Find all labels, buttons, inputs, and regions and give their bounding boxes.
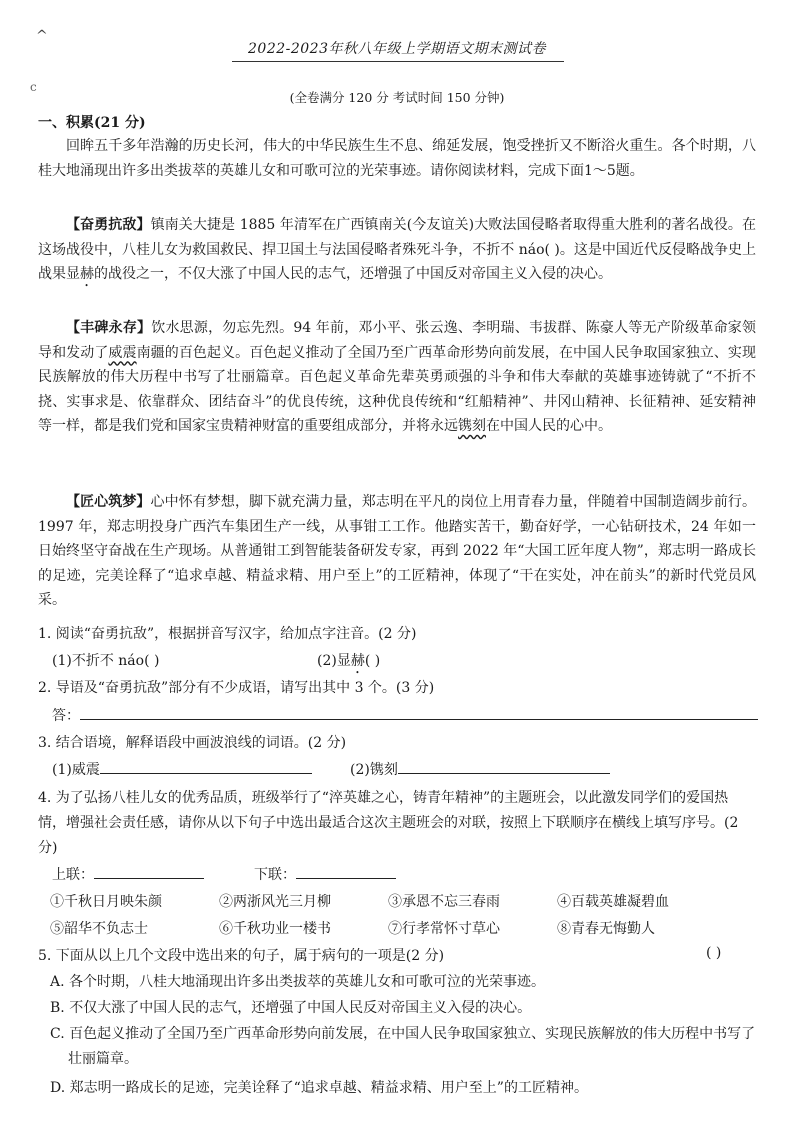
question-3-item-2[interactable] — [350, 759, 610, 779]
section-heading: 一、积累(21 分) — [38, 115, 146, 131]
couplet-option: ⑦行孝常怀寸草心 — [388, 921, 500, 937]
passage-text: 的战役之一，不仅大涨了中国人民的志气，还增强了中国反对帝国主义入侵的决心。 — [94, 266, 612, 282]
choice-a[interactable]: A. 各个时期，八桂大地涌现出许多出类拔萃的英雄儿女和可歌可泣的光荣事迹。 — [50, 974, 546, 990]
passage-text: 南疆的百色起义。百色起义推动了全国乃至广西革命形势向前发展，在中国人民争取国家独立、实现民族解放的伟大历程中书写了壮丽篇章。百色起义革命先辈英勇顽强的斗争和伟大奉献的英雄事迹铸就了“不折不挠、实事求是、依靠群众、团结奋斗”的优良传统，这种优良传统和“红船精神”、井冈山精神、长征精神、延安精神等一样，都是我们党和国家宝贵精神财富的重要组成部分，并将永远 — [38, 344, 757, 434]
answer-blank[interactable] — [398, 759, 610, 774]
passage-text: 镇南关大捷是 1885 年清军在广西镇南关(今友谊关)大败法国侵略者取得重大胜利的著名战役。在这场战役中，八桂儿女为救国救民、捍卫国土与法国侵略者殊死斗争，不折不 náo( )。这是中国近代反侵略战争史上战果显 — [38, 217, 757, 282]
lower-label: 下联： — [254, 867, 296, 883]
dotted-char: 赫 — [80, 266, 94, 282]
answer-bracket[interactable]: ( ) — [706, 945, 722, 961]
couplet-option: ③承恩不忘三春雨 — [388, 894, 500, 910]
passage-tag: 【奋勇抗敌】 — [66, 217, 151, 233]
question-4-stem: 4. 为了弘扬八桂儿女的优秀品质，班级举行了“淬英雄之心，铸青年精神”的主题班会，以此激发同学们的爱国热情，增强社会责任感，请你从以下句子中选出最适合这次主题班会的对联，按照上下联顺序在横线上填写序号。(2 分) — [38, 790, 739, 856]
question-2-stem: 2. 导语及“奋勇抗敌”部分有不少成语，请写出其中 3 个。(3 分) — [38, 680, 435, 696]
dotted-char: 赫 — [350, 653, 365, 669]
question-1-item-1[interactable]: (1)不折不 náo( ) — [52, 653, 160, 669]
upper-label: 上联： — [52, 867, 94, 883]
passage-jiangxin — [38, 490, 756, 613]
couplet-option: ①千秋日月映朱颜 — [50, 894, 162, 910]
answer-blank[interactable] — [80, 705, 758, 720]
exam-subtitle: (全卷满分 120 分 考试时间 150 分钟) — [289, 90, 505, 105]
passage-fengbei — [38, 316, 756, 439]
item-label: (1)威震 — [52, 762, 100, 778]
question-1-stem: 1. 阅读“奋勇抗敌”，根据拼音写汉字，给加点字注音。(2 分) — [38, 626, 417, 642]
intro-paragraph: 回眸五千多年浩瀚的历史长河，伟大的中华民族生生不息、绵延发展，饱受挫折又不断浴火重生。各个时期，八桂大地涌现出许多出类拔萃的英雄儿女和可歌可泣的光荣事迹。请你阅读材料，完成下面1～5题。 — [38, 138, 756, 179]
scan-mark: ^ — [36, 28, 48, 44]
passage-text: 在中国人民的心中。 — [486, 418, 612, 434]
item-label: (2)镌刻 — [350, 762, 398, 778]
passage-tag: 【丰碑永存】 — [66, 320, 152, 336]
wavy-word: 镌刻 — [458, 418, 486, 434]
couplet-options-row-1 — [50, 891, 726, 911]
question-3-stem: 3. 结合语境，解释语段中画波浪线的词语。(2 分) — [38, 735, 347, 751]
answer-blank[interactable] — [100, 759, 312, 774]
passage-fenyong — [38, 213, 756, 290]
couplet-option: ②两浙风光三月柳 — [219, 894, 331, 910]
passage-text: 心中怀有梦想，脚下就充满力量，郑志明在平凡的岗位上用青春力量，伴随着中国制造阔步前行。1997 年，郑志明投身广西汽车集团生产一线，从事钳工工作。他踏实苦干，勤奋好学，一心钻研技术，24 年如一日始终坚守奋战在生产现场。从普通钳工到智能装备研发专家，再到 2022 年“大国工匠年度人物”，郑志明一路成长的足迹，完美诠释了“追求卓越、精益求精、用户至上”的工匠精神，体现了“干在实处，冲在前头”的新时代党员风采。 — [38, 494, 756, 608]
question-1-item-2[interactable] — [317, 650, 380, 677]
question-4-upper[interactable] — [52, 864, 204, 884]
question-5-stem: 5. 下面从以上几个文段中选出来的句子，属于病句的一项是(2 分) — [38, 948, 445, 964]
couplet-option: ④百载英雄凝碧血 — [557, 894, 669, 910]
scan-mark-side: c — [30, 80, 37, 94]
question-3-item-1[interactable] — [52, 759, 312, 779]
wavy-word: 威震 — [108, 344, 137, 361]
exam-title: 2022-2023年秋八年级上学期语文期末测试卷 — [248, 41, 546, 57]
couplet-option: ⑧青春无悔勤人 — [557, 921, 655, 937]
passage-tag: 【匠心筑梦】 — [66, 494, 151, 510]
item-text: ( ) — [364, 653, 381, 669]
choice-b[interactable]: B. 不仅大涨了中国人民的志气，还增强了中国人民反对帝国主义入侵的决心。 — [50, 1000, 532, 1016]
couplet-options-row-2 — [50, 918, 726, 938]
title-underline — [232, 61, 564, 62]
choice-c[interactable]: C. 百色起义推动了全国乃至广西革命形势向前发展，在中国人民争取国家独立、实现民族解放的伟大历程中书写了壮丽篇章。 — [50, 1026, 756, 1067]
question-4-lower[interactable] — [254, 864, 396, 884]
answer-label: 答： — [52, 708, 80, 724]
answer-blank[interactable] — [94, 864, 204, 879]
choice-d[interactable]: D. 郑志明一路成长的足迹，完美诠释了“追求卓越、精益求精、用户至上”的工匠精神。 — [50, 1080, 588, 1096]
couplet-option: ⑥千秋功业一楼书 — [219, 921, 331, 937]
item-text: (2)显 — [317, 653, 351, 669]
answer-blank[interactable] — [296, 864, 396, 879]
question-2-answer[interactable] — [52, 705, 758, 725]
couplet-option: ⑤韶华不负志士 — [50, 921, 148, 937]
passage-text: 饮水思源，勿忘先烈。94 年前，邓小平、张云逸、李明瑞、韦拔群、陈豪人等无产阶级革命家领导和发动了 — [38, 320, 757, 361]
